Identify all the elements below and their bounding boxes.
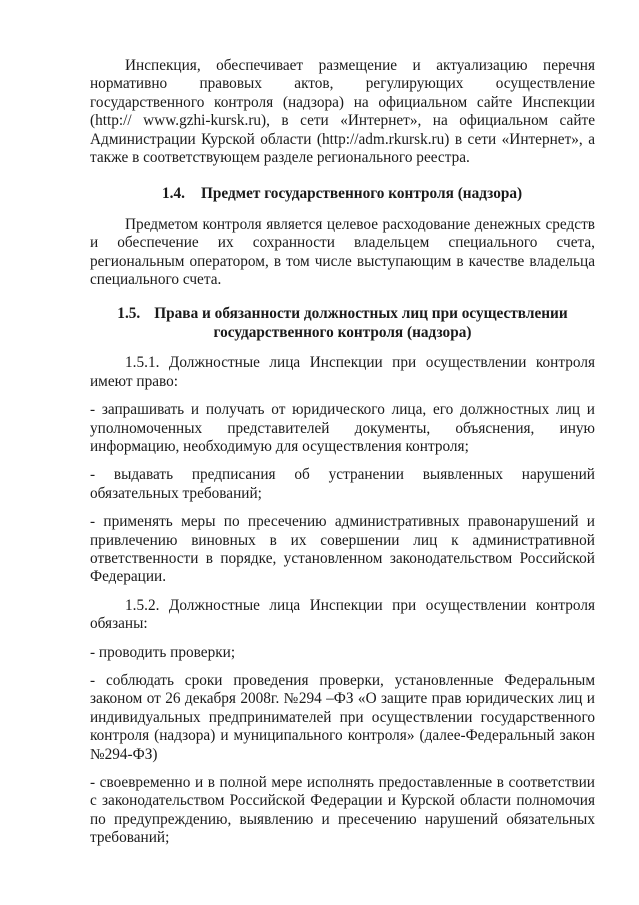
paragraph-registry-publication: Инспекция, обеспечивает размещение и актуализацию перечня нормативно правовых актов, регулирующих осуществление государственного контроля (надзора) на официальном сайте Инспекции (http:// www.gzhi-kursk.ru), в сети «Интернет», на официальном сайте Администрации Курской области (http://adm.rkursk.ru) в сети «Интернет», а также в соответствующем разделе регионального реестра. [90, 57, 595, 167]
list-item-exercise-powers: - своевременно и в полной мере исполнять предоставленные в соответствии с законодательством Российской Федерации и Курской области полномочия по предупреждению, выявлению и пресечению нарушений обязательных требований; [90, 774, 595, 847]
list-item-request-documents: - запрашивать и получать от юридического лица, его должностных лиц и уполномоченных представителей документы, объяснения, иную информацию, необходимую для осуществления контроля; [90, 401, 595, 455]
list-item-observe-deadlines: - соблюдать сроки проведения проверки, установленные Федеральным законом от 26 декабря 2008г. №294 –ФЗ «О защите прав юридических лиц и индивидуальных предпринимателей при осуществлении государственного контроля (надзора) и муниципального контроля» (далее-Федеральный закон №294-ФЗ) [90, 671, 595, 763]
section-number-1-5: 1.5. [117, 305, 141, 323]
list-item-conduct-inspections: - проводить проверки; [90, 643, 236, 661]
section-title-1-4: Предмет государственного контроля (надзора) [200, 185, 523, 203]
section-heading-1-5-line1 [90, 305, 595, 323]
section-title-1-5-part2: государственного контроля (надзора) [213, 323, 472, 341]
section-heading-1-4 [90, 185, 595, 203]
section-title-1-5-part1: Права и обязанности должностных лиц при осуществлении [154, 305, 568, 323]
section-heading-1-5 [90, 305, 595, 342]
list-item-apply-measures: - применять меры по пресечению административных правонарушений и привлечению виновных в их совершении лиц к административной ответственности в порядке, установленном законодательством Российской Федерации. [90, 513, 595, 586]
paragraph-rights-intro: 1.5.1. Должностные лица Инспекции при осуществлении контроля имеют право: [90, 354, 595, 390]
list-item-issue-orders: - выдавать предписания об устранении выявленных нарушений обязательных требований; [90, 466, 595, 502]
section-number-1-4: 1.4. [162, 185, 185, 203]
paragraph-control-subject: Предметом контроля является целевое расходование денежных средств и обеспечение их сохранности владельцем специального счета, региональным оператором, в том числе выступающим в качестве владельца специального счета. [90, 215, 595, 289]
document-page [90, 57, 595, 848]
paragraph-duties-intro: 1.5.2. Должностные лица Инспекции при осуществлении контроля обязаны: [90, 596, 595, 633]
